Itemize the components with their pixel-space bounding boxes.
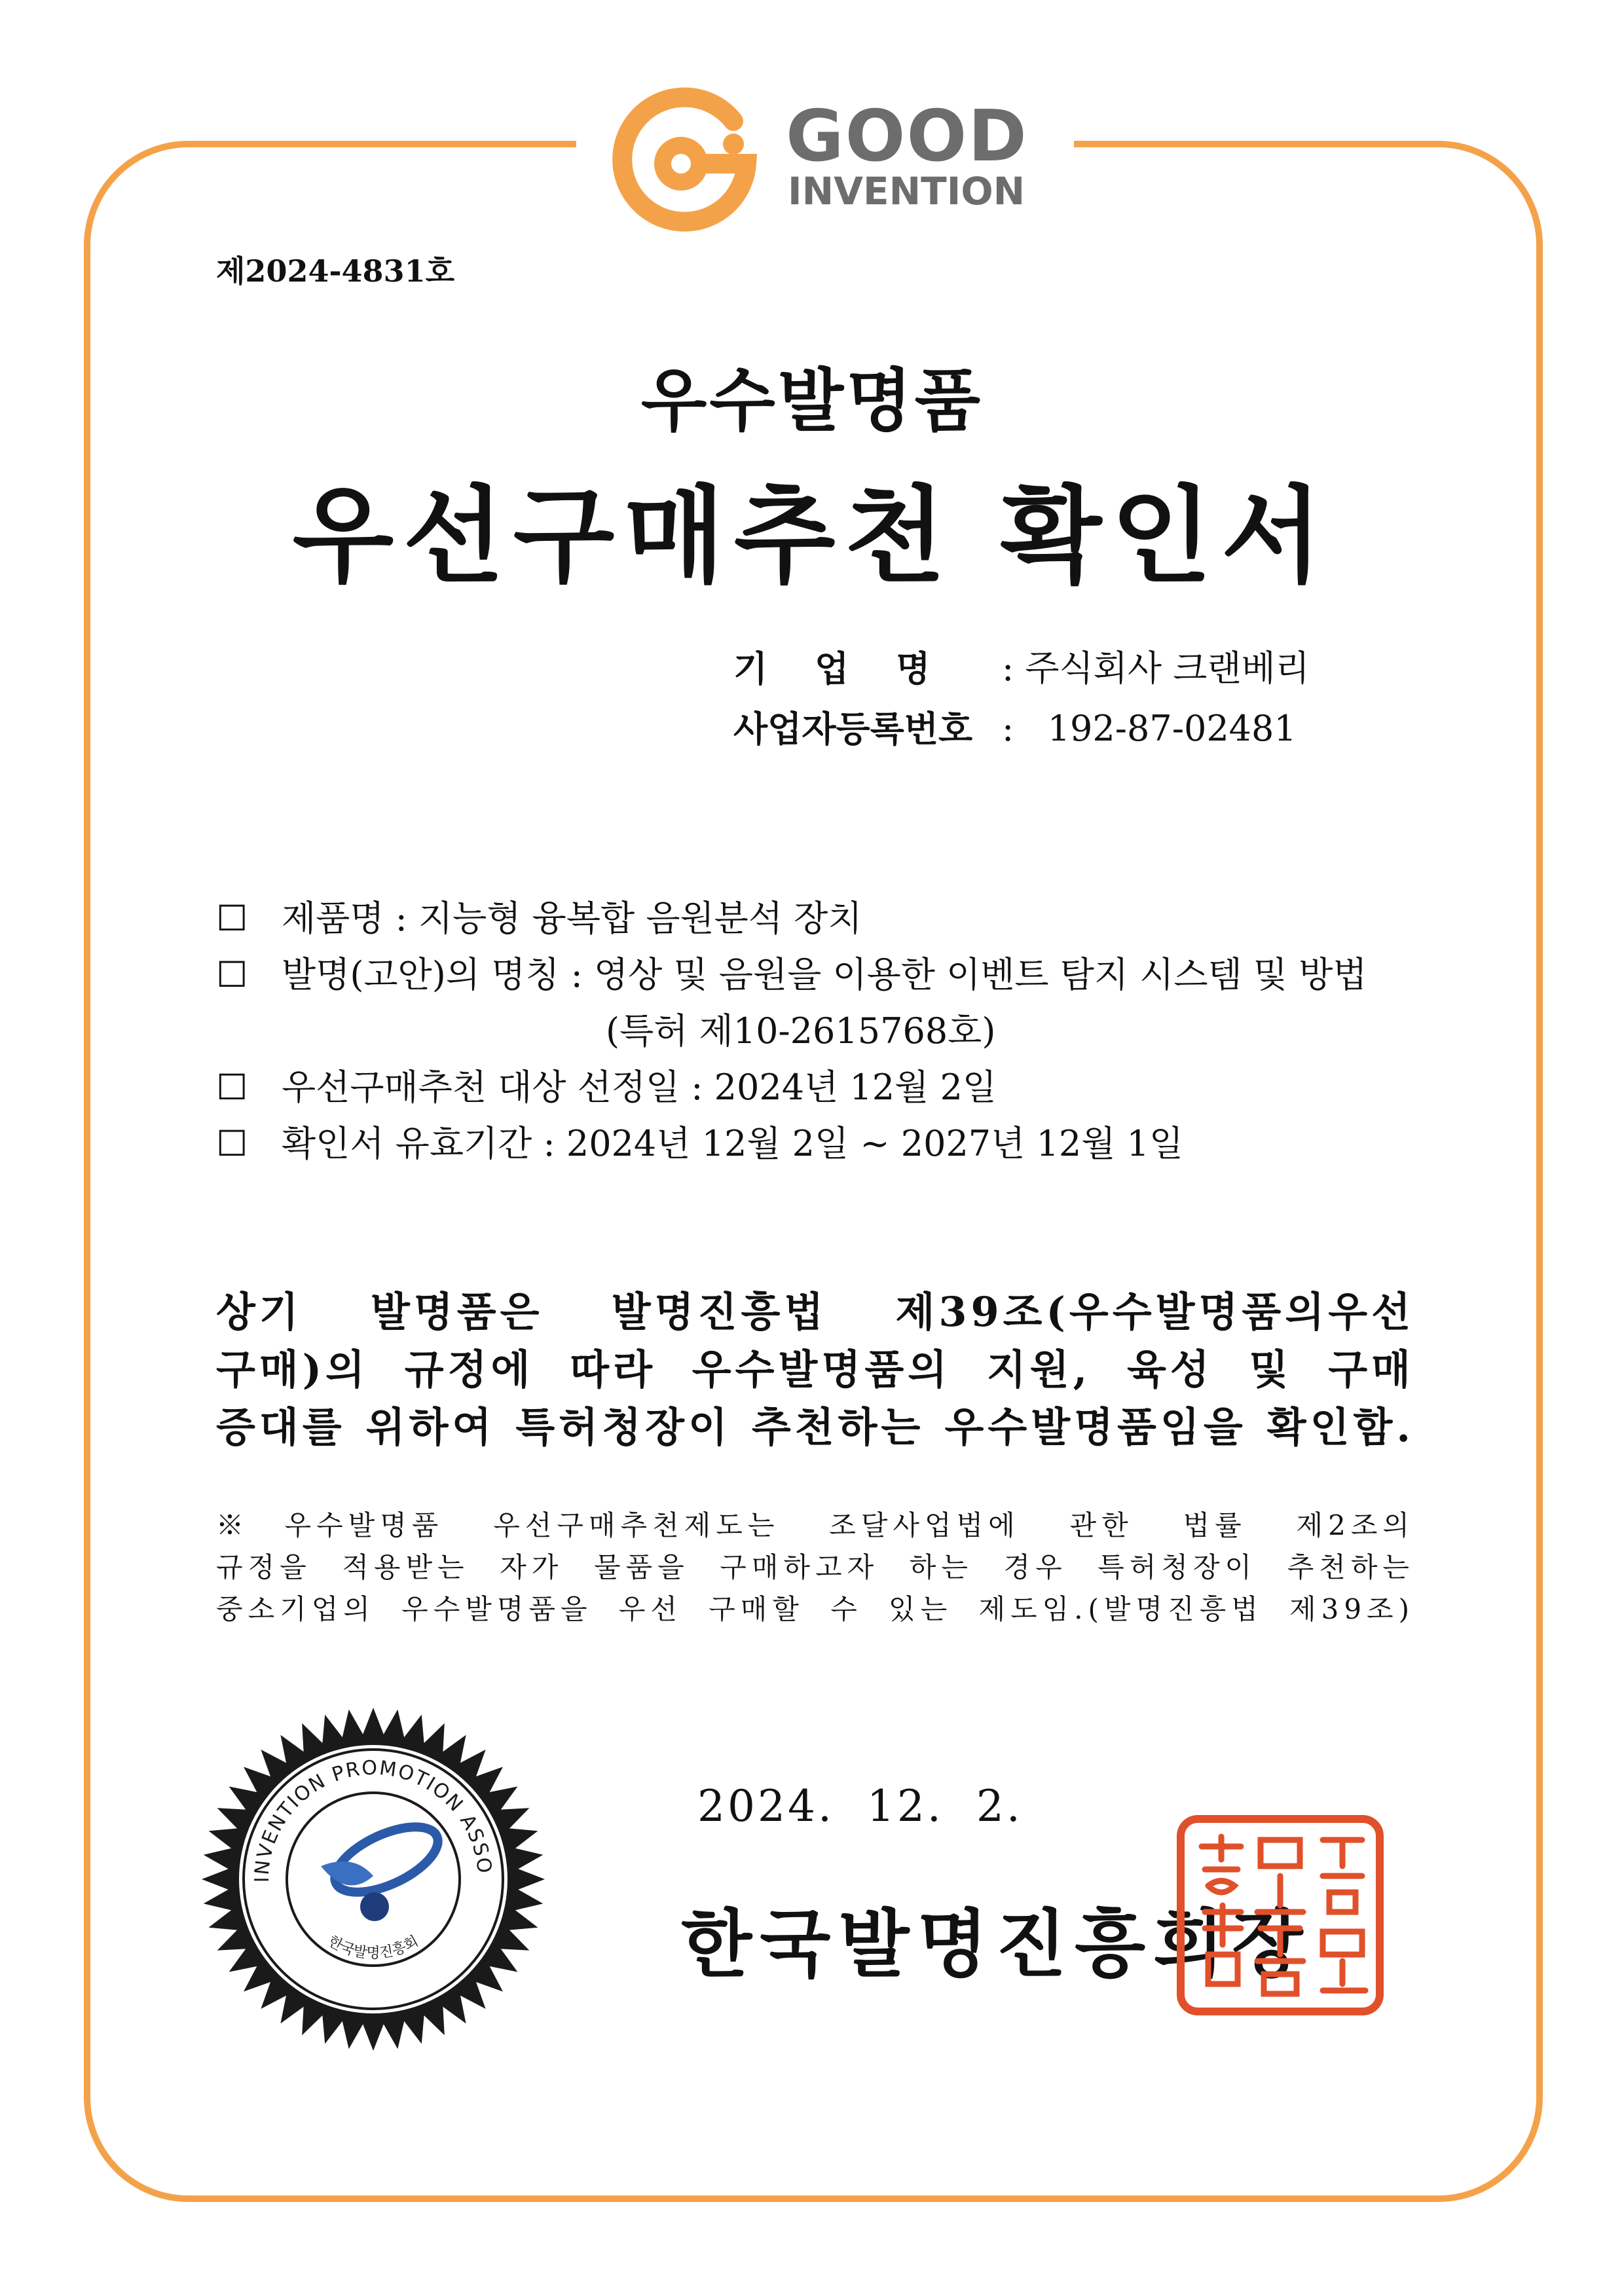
list-item <box>216 947 1367 1003</box>
checkbox-icon: ☐ <box>216 898 248 939</box>
footnote-line: 중소기업의 우수발명품을 우선 구매할 수 있는 제도임.(발명진흥법 제39조) <box>216 1593 1414 1625</box>
business-reg-value: : 192-87-02481 <box>1002 708 1297 749</box>
statement-line: 구매)의 규정에 따라 우수발명품의 지원, 육성 및 구매 <box>216 1346 1414 1393</box>
list-item <box>216 1116 1367 1172</box>
patent-number: (특허 제10-2615768호) <box>606 1010 996 1052</box>
title-subtitle: 우수발명품 <box>640 360 984 441</box>
company-name-value: : 주식회사 크랜베리 <box>1002 648 1310 689</box>
logo-invention-text: INVENTION <box>788 169 1025 213</box>
footnote-line: 규정을 적용받는 자가 물품을 구매하고자 하는 경우 특허청장이 추천하는 <box>216 1551 1414 1583</box>
list-item <box>216 890 1367 947</box>
item-text: 우선구매추천 대상 선정일 : 2024년 12월 2일 <box>282 1067 997 1108</box>
list-item-continuation <box>216 1003 1367 1059</box>
logo-good-text: GOOD <box>786 96 1028 177</box>
title-main: 우선구매추천 확인서 <box>292 474 1332 597</box>
footnote-line: ※우수발명품 우선구매추천제도는 조달사업법에 관한 법률 제2조의 <box>216 1509 1414 1541</box>
seal-english-text: INVENTION PROMOTION ASSO <box>250 1756 496 1883</box>
document-number: 제2024-4831호 <box>216 253 455 289</box>
good-invention-logo <box>606 82 1064 232</box>
checkbox-icon: ☐ <box>216 1123 248 1164</box>
company-name-label: 기업명 <box>733 648 978 689</box>
business-reg-row <box>733 699 1310 759</box>
item-text: 제품명 : 지능형 융복합 음원분석 장치 <box>282 898 862 939</box>
issue-date: 2024. 12. 2. <box>697 1781 1023 1831</box>
footnote <box>216 1505 1414 1630</box>
statement-line: 증대를 위하여 특허청장이 추천하는 우수발명품임을 확인함. <box>216 1403 1414 1451</box>
statement-line: 상기 발명품은 발명진흥법 제39조(우수발명품의우선 <box>216 1288 1414 1336</box>
company-info <box>733 638 1310 759</box>
item-text: 확인서 유효기간 : 2024년 12월 2일 ~ 2027년 12월 1일 <box>282 1123 1184 1164</box>
certification-statement <box>216 1283 1414 1456</box>
issuer-name: 한국발명진흥회장 <box>681 1901 1311 1987</box>
seal-korean-text: 한국발명진흥회 <box>325 1933 422 1962</box>
official-stamp <box>1175 1814 1385 2017</box>
logo-g-icon <box>606 82 769 232</box>
checkbox-icon: ☐ <box>216 954 248 995</box>
company-name-row <box>733 638 1310 699</box>
item-list <box>216 890 1367 1172</box>
business-reg-label: 사업자등록번호 <box>733 708 973 750</box>
item-text: 발명(고안)의 명칭 : 영상 및 음원을 이용한 이벤트 탐지 시스템 및 방법 <box>282 954 1367 995</box>
list-item <box>216 1059 1367 1116</box>
association-seal <box>196 1702 550 2056</box>
checkbox-icon: ☐ <box>216 1067 248 1108</box>
